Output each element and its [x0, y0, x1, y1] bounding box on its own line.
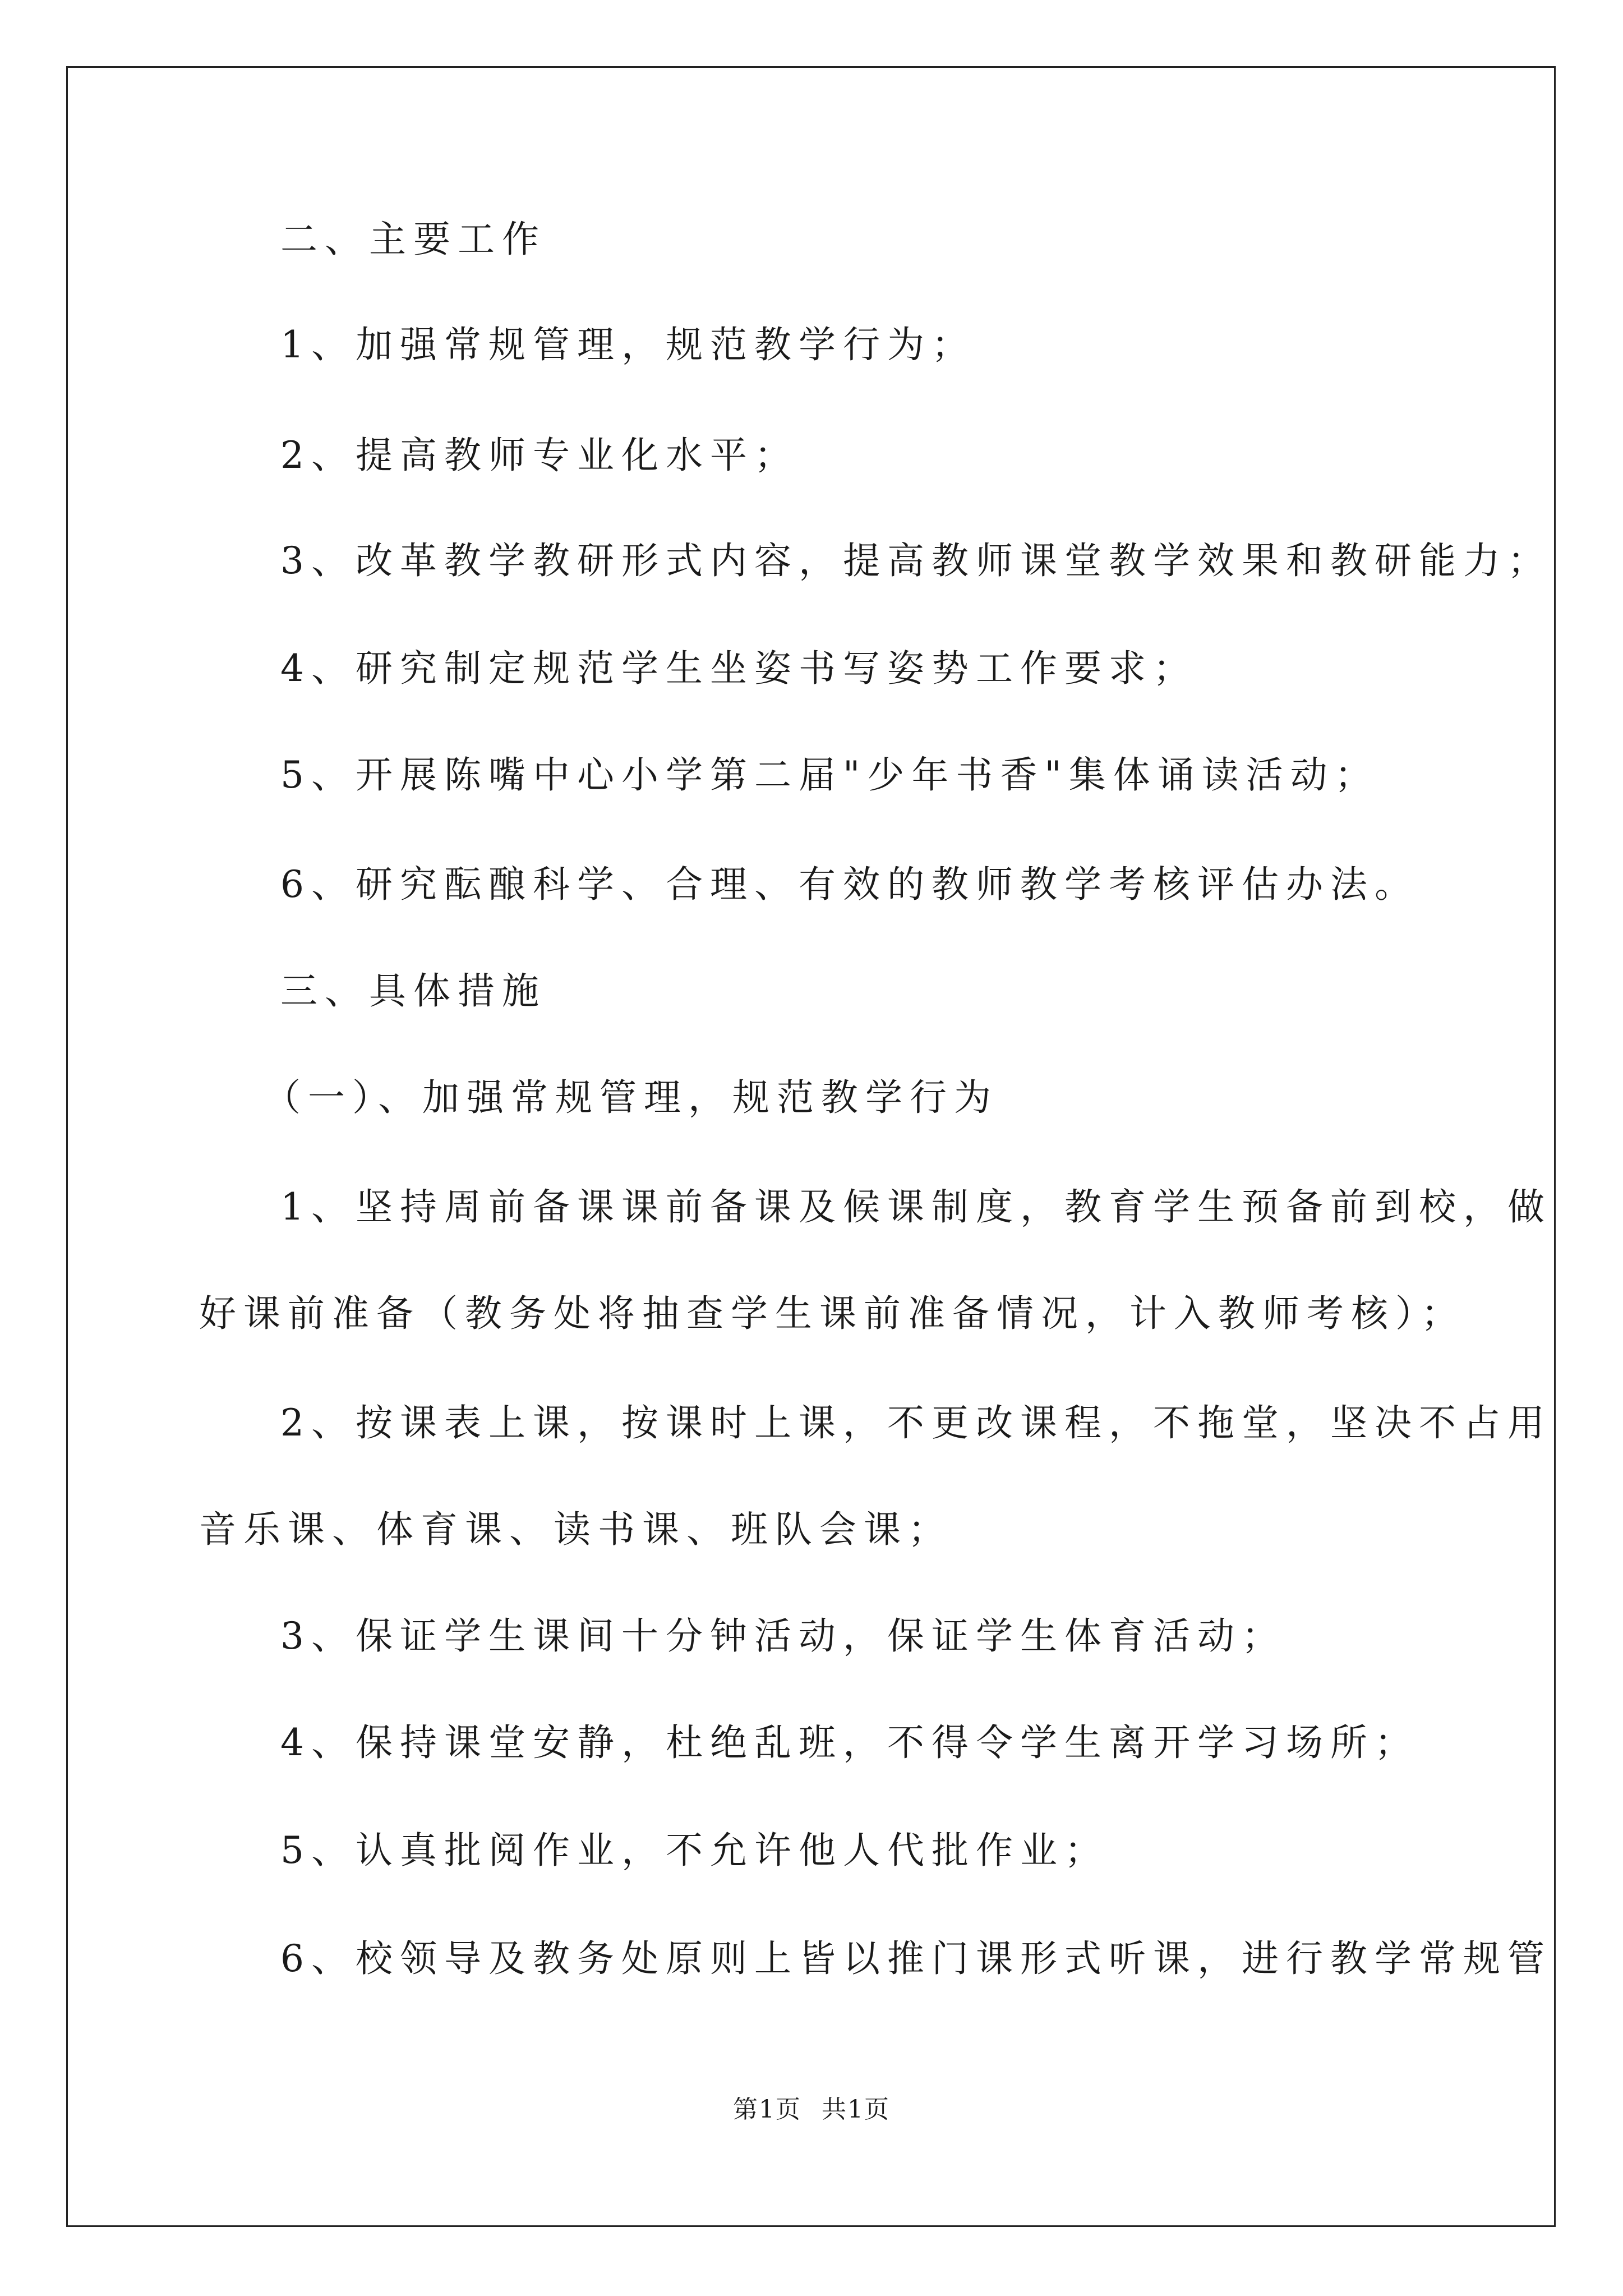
page-footer: [0, 2095, 1623, 2124]
work-item-1: 1、加强常规管理，规范教学行为；: [280, 323, 976, 366]
work-item-2: 2、提高教师专业化水平；: [280, 434, 799, 477]
measure-6-line-1: 6、校领导及教务处原则上皆以推门课形式听课，进行教学常规管: [280, 1937, 1552, 1980]
subsection-heading-1: （一）、加强常规管理，规范教学行为: [264, 1076, 998, 1119]
measure-5: 5、认真批阅作业，不允许他人代批作业；: [280, 1829, 1109, 1872]
measure-4: 4、保持课堂安静，杜绝乱班，不得令学生离开学习场所；: [280, 1721, 1419, 1764]
work-item-4: 4、研究制定规范学生坐姿书写姿势工作要求；: [280, 647, 1197, 690]
work-item-6: 6、研究酝酿科学、合理、有效的教师教学考核评估办法。: [280, 863, 1419, 906]
measure-1-line-2: 好课前准备（教务处将抽查学生课前准备情况，计入教师考核）；: [199, 1292, 1465, 1335]
measure-2-line-1: 2、按课表上课，按课时上课，不更改课程，不拖堂，坚决不占用: [280, 1401, 1552, 1444]
work-item-3: 3、改革教学教研形式内容，提高教师课堂教学效果和教研能力；: [280, 539, 1552, 582]
page-total: 共1页: [822, 2095, 890, 2124]
measure-1-line-1: 1、坚持周前备课课前备课及候课制度，教育学生预备前到校，做: [280, 1185, 1552, 1228]
measure-2-line-2: 音乐课、体育课、读书课、班队会课；: [199, 1508, 952, 1551]
section-heading-main-work: 二、主要工作: [280, 218, 546, 261]
work-item-5: 5、开展陈嘴中心小学第二届"少年书香"集体诵读活动；: [280, 753, 1379, 797]
page-border: [66, 66, 1556, 2227]
measure-3: 3、保证学生课间十分钟活动，保证学生体育活动；: [280, 1614, 1286, 1658]
section-heading-measures: 三、具体措施: [280, 969, 546, 1013]
page-number: 第1页: [733, 2095, 801, 2124]
